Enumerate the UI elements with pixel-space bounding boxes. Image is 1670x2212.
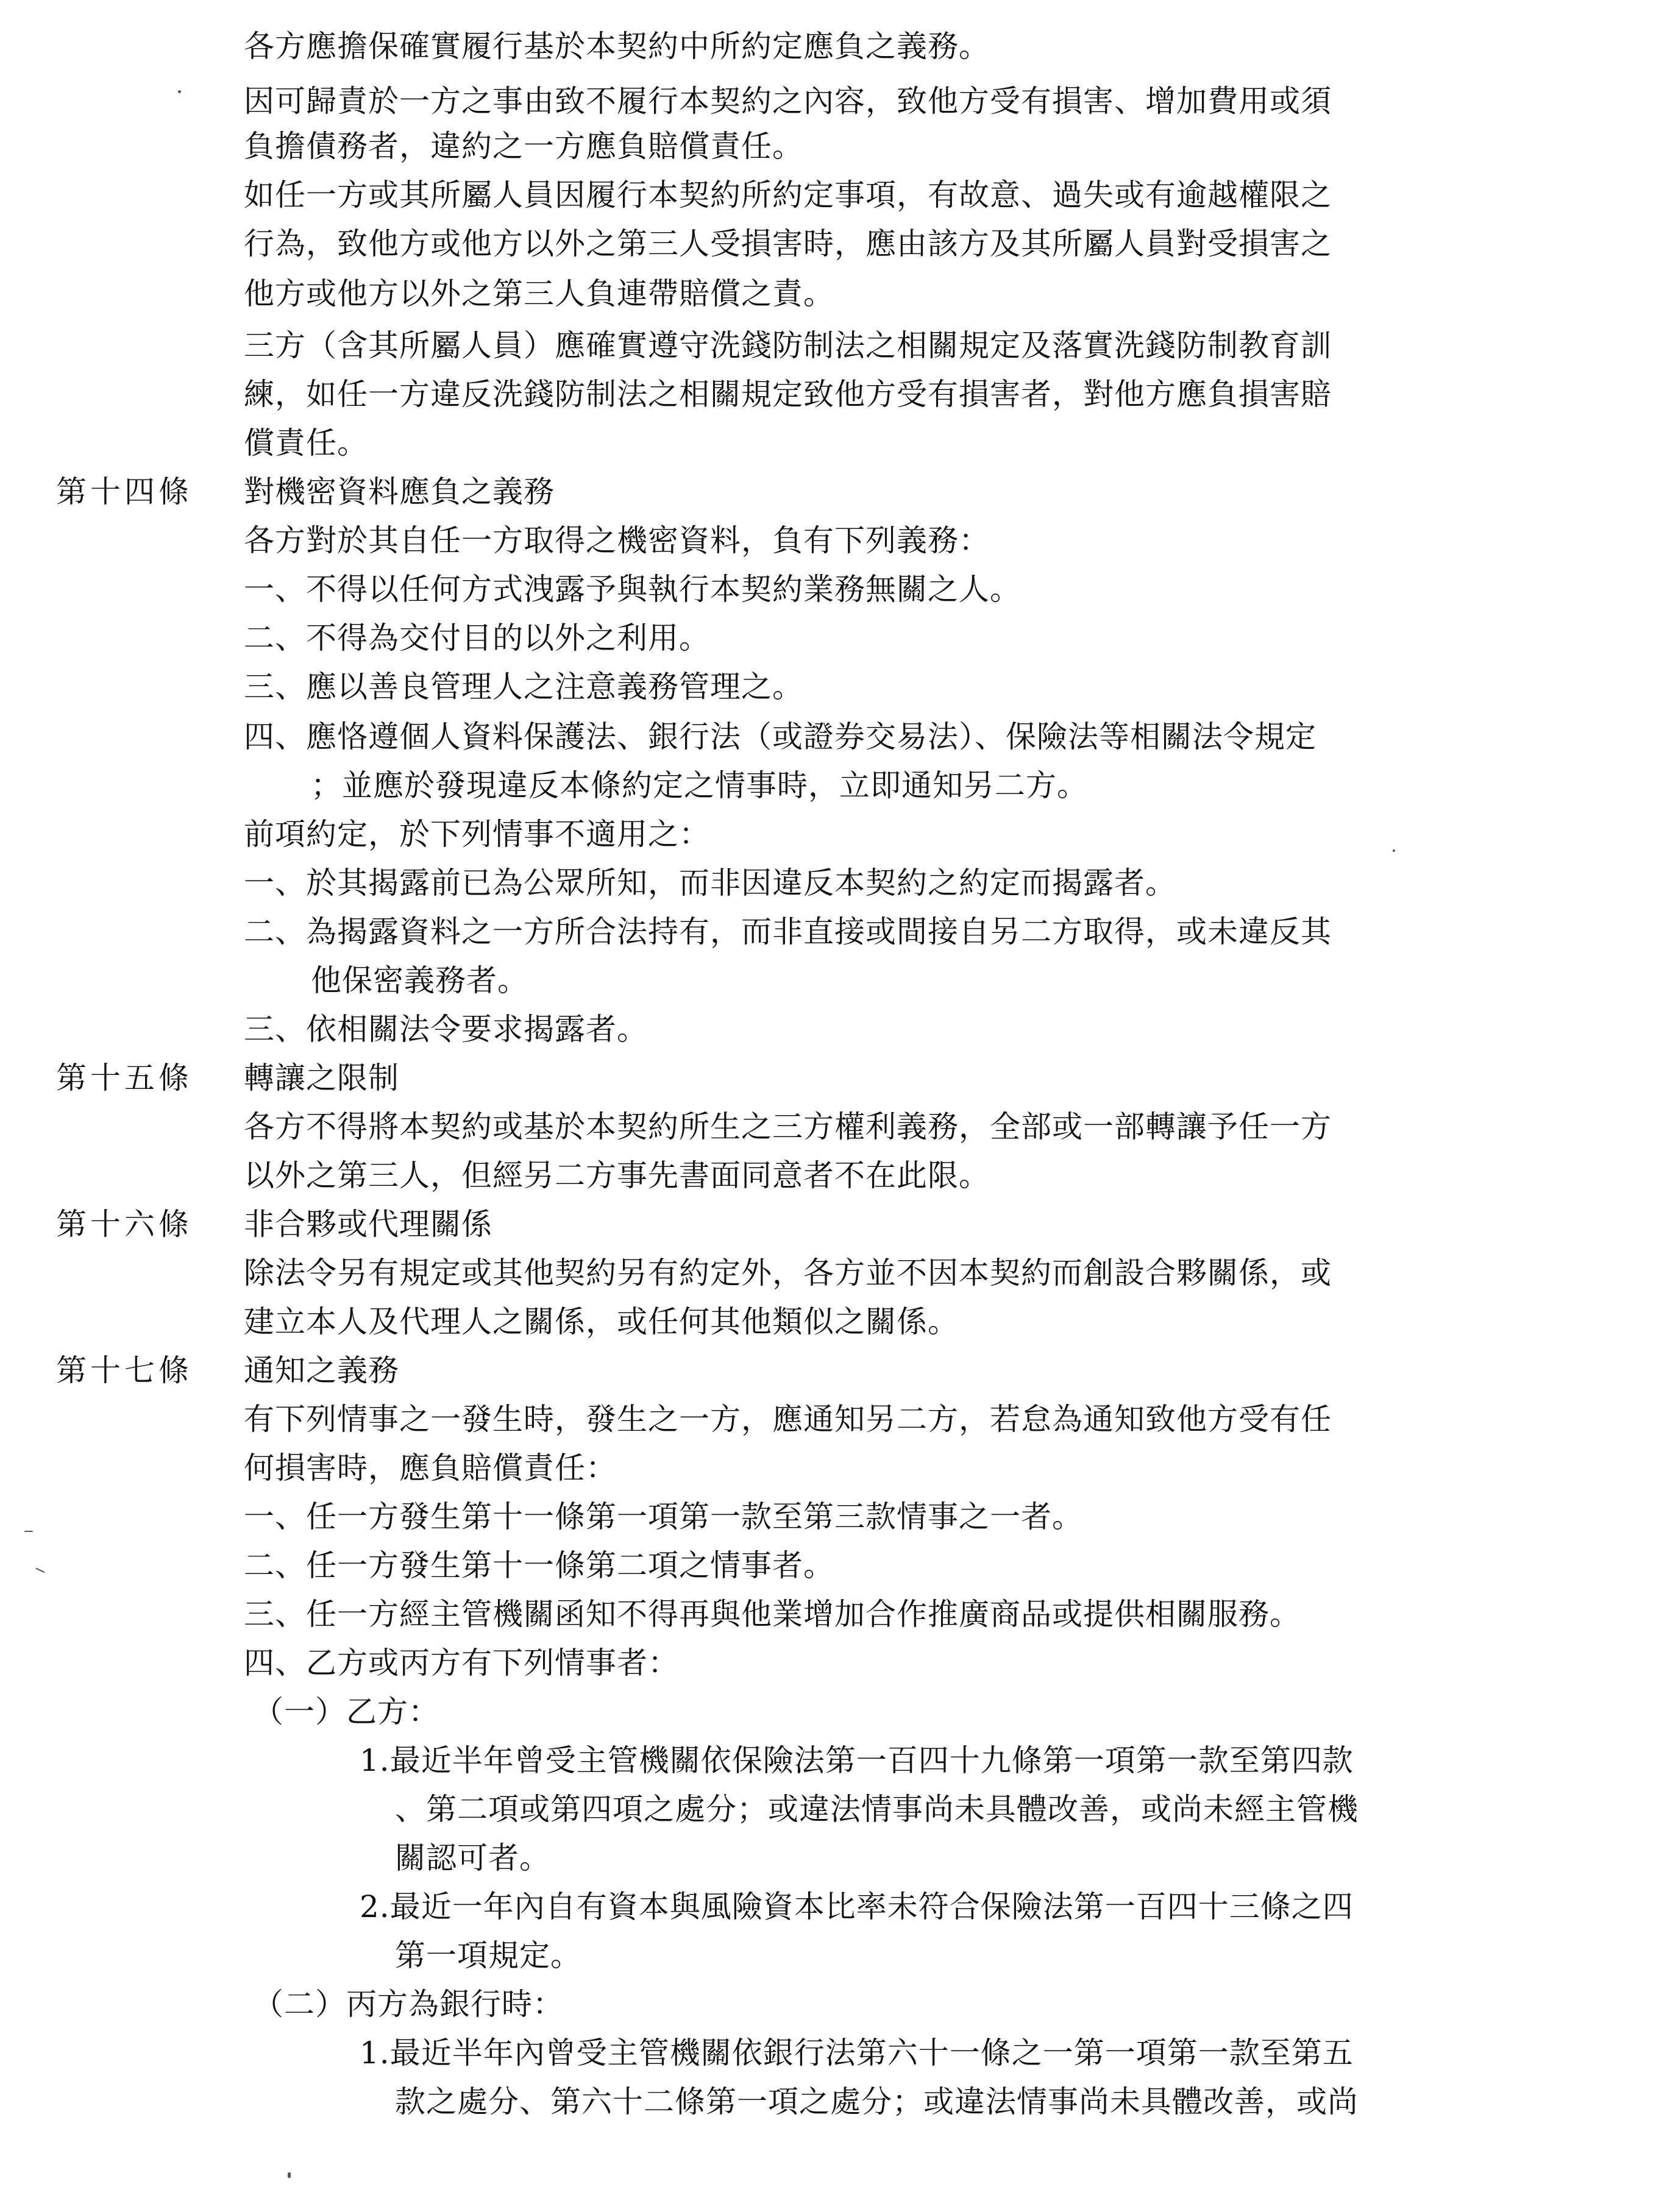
list-item-continuation: ；並應於發現違反本條約定之情事時，立即通知另二方。	[311, 768, 1088, 803]
text-line: 練，如任一方違反洗錢防制法之相關規定致他方受有損害者，對他方應負損害賠	[244, 377, 1332, 412]
text-line: 各方不得將本契約或基於本契約所生之三方權利義務，全部或一部轉讓予任一方	[244, 1109, 1332, 1144]
list-item: 三、依相關法令要求揭露者。	[244, 1012, 648, 1047]
numbered-item: 2.最近一年內自有資本與風險資本比率未符合保險法第一百四十三條之四	[360, 1889, 1354, 1924]
scan-speck	[178, 90, 181, 93]
article-title: 轉讓之限制	[244, 1060, 399, 1096]
scan-speck	[35, 1568, 44, 1573]
scan-speck	[24, 1531, 33, 1532]
numbered-item-continuation: 關認可者。	[395, 1840, 550, 1876]
list-item-continuation: 他保密義務者。	[311, 963, 528, 998]
text-line: 以外之第三人，但經另二方事先書面同意者不在此限。	[244, 1158, 990, 1193]
list-item: 一、於其揭露前已為公眾所知，而非因違反本契約之約定而揭露者。	[244, 865, 1176, 901]
scan-speck	[288, 2172, 291, 2178]
text-line: 行為，致他方或他方以外之第三人受損害時，應由該方及其所屬人員對受損害之	[244, 226, 1332, 261]
text-line: 有下列情事之一發生時，發生之一方，應通知另二方，若怠為通知致他方受有任	[244, 1402, 1332, 1437]
text-line: 除法令另有規定或其他契約另有約定外，各方並不因本契約而創設合夥關係，或	[244, 1255, 1332, 1291]
numbered-item: 1.最近半年曾受主管機關依保險法第一百四十九條第一項第一款至第四款	[360, 1743, 1354, 1778]
list-item: 二、不得為交付目的以外之利用。	[244, 620, 710, 656]
scan-speck	[1393, 849, 1395, 852]
numbered-item: 1.最近半年內曾受主管機關依銀行法第六十一條之一第一項第一款至第五	[360, 2035, 1354, 2071]
list-item: 三、應以善良管理人之注意義務管理之。	[244, 669, 803, 704]
text-line: 負擔債務者，違約之一方應負賠償責任。	[244, 129, 803, 164]
numbered-item-continuation: 第一項規定。	[395, 1938, 581, 1973]
sub-list-heading: （一）乙方：	[253, 1694, 439, 1729]
article-title: 非合夥或代理關係	[244, 1207, 492, 1242]
text-line: 因可歸責於一方之事由致不履行本契約之內容，致他方受有損害、增加費用或須	[244, 83, 1332, 119]
list-item: 四、應恪遵個人資料保護法、銀行法（或證券交易法）、保險法等相關法令規定	[244, 719, 1316, 754]
list-item: 四、乙方或丙方有下列情事者：	[244, 1645, 679, 1681]
article-title: 對機密資料應負之義務	[244, 474, 555, 509]
text-line: 如任一方或其所屬人員因履行本契約所約定事項，有故意、過失或有逾越權限之	[244, 177, 1332, 213]
text-line: 建立本人及代理人之關係，或任何其他類似之關係。	[244, 1304, 959, 1339]
list-item: 一、任一方發生第十一條第一項第一款至第三款情事之一者。	[244, 1499, 1083, 1534]
sub-list-heading: （二）丙方為銀行時：	[253, 1987, 564, 2022]
article-number: 第十四條	[56, 474, 193, 509]
list-item: 二、任一方發生第十一條第二項之情事者。	[244, 1548, 834, 1583]
text-line: 三方（含其所屬人員）應確實遵守洗錢防制法之相關規定及落實洗錢防制教育訓	[244, 328, 1332, 363]
text-line: 各方對於其自任一方取得之機密資料，負有下列義務：	[244, 523, 990, 558]
article-title: 通知之義務	[244, 1353, 399, 1388]
numbered-item-continuation: 款之處分、第六十二條第一項之處分；或違法情事尚未具體改善，或尚	[395, 2084, 1359, 2119]
text-line: 前項約定，於下列情事不適用之：	[244, 817, 710, 852]
article-number: 第十七條	[56, 1353, 193, 1388]
text-line: 各方應擔保確實履行基於本契約中所約定應負之義務。	[244, 29, 990, 64]
list-item: 一、不得以任何方式洩露予與執行本契約業務無關之人。	[244, 572, 1021, 607]
article-number: 第十五條	[56, 1060, 193, 1096]
text-line: 何損害時，應負賠償責任：	[244, 1450, 617, 1486]
text-line: 他方或他方以外之第三人負連帶賠償之責。	[244, 276, 834, 311]
article-number: 第十六條	[56, 1207, 193, 1242]
text-line: 償責任。	[244, 425, 368, 461]
list-item: 三、任一方經主管機關函知不得再與他業增加合作推廣商品或提供相關服務。	[244, 1597, 1301, 1632]
numbered-item-continuation: 、第二項或第四項之處分；或違法情事尚未具體改善，或尚未經主管機	[395, 1792, 1359, 1827]
list-item: 二、為揭露資料之一方所合法持有，而非直接或間接自另二方取得，或未違反其	[244, 914, 1332, 949]
